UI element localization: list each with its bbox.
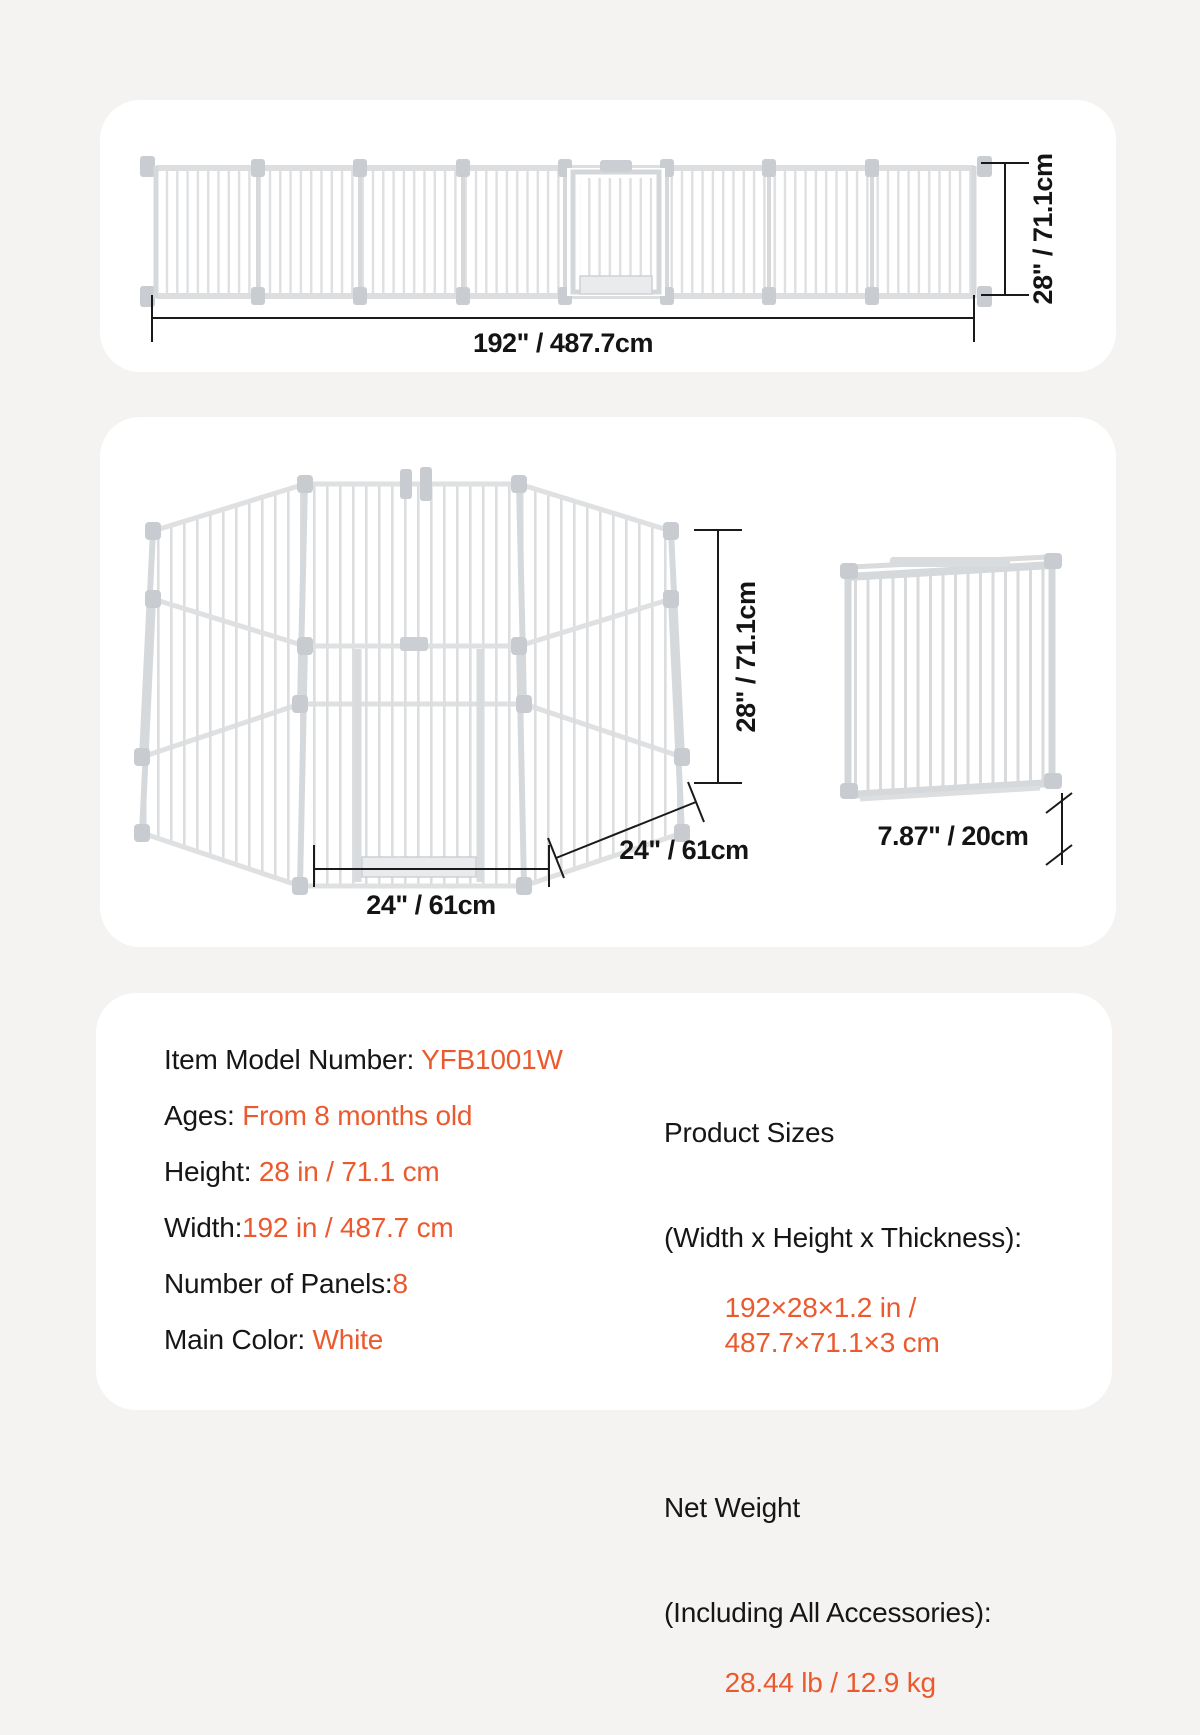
spec-number-of-panels (164, 1267, 563, 1301)
net-weight-value: 28.44 lb / 12.9 kg (724, 1667, 936, 1698)
full-gate-illustration (140, 156, 992, 307)
overall-width-label: 192" / 487.7cm (473, 328, 653, 358)
product-sizes-subtitle: (Width x Height x Thickness): (664, 1222, 1022, 1253)
playpen-height-label: 28" / 71.1cm (731, 581, 761, 733)
spec-label: Width: (164, 1212, 243, 1243)
overall-height-dimension (981, 163, 1029, 295)
spec-value: 8 (392, 1268, 408, 1299)
card-full-gate-dimensions (100, 100, 1116, 372)
spec-item-model-number (164, 1043, 563, 1077)
spec-value: 192 in / 487.7 cm (242, 1212, 454, 1243)
spec-value: 28 in / 71.1 cm (258, 1156, 440, 1187)
folded-gate-illustration (840, 553, 1062, 799)
card-specifications (96, 993, 1112, 1698)
specs-left-column (164, 1043, 563, 1379)
spec-main-color (164, 1323, 563, 1357)
spec-net-weight (664, 1420, 1022, 1735)
overall-height-label: 28" / 71.1cm (1028, 153, 1058, 305)
product-sizes-value-line1: 192×28×1.2 in / (724, 1292, 917, 1323)
spec-product-sizes (664, 1045, 1022, 1395)
spec-height (164, 1155, 563, 1189)
playpen-side-width-label: 24" / 61cm (619, 835, 749, 865)
spec-label: Height: (164, 1156, 259, 1187)
product-sizes-title: Product Sizes (664, 1117, 835, 1148)
spec-label: Ages: (164, 1100, 243, 1131)
card-playpen-dimensions (100, 417, 1116, 947)
folded-thickness-label: 7.87" / 20cm (877, 821, 1029, 851)
spec-label: Number of Panels: (164, 1268, 393, 1299)
playpen-front-width-label: 24" / 61cm (366, 890, 496, 920)
spec-value: YFB1001W (421, 1044, 563, 1075)
product-sizes-value-line2: 487.7×71.1×3 cm (724, 1327, 940, 1358)
folded-thickness-dimension (1046, 793, 1072, 865)
gate-door-panel (567, 160, 665, 296)
specs-right-column (664, 1045, 1022, 1735)
spec-label: Item Model Number: (164, 1044, 422, 1075)
spec-value: White (312, 1324, 384, 1355)
spec-label: Main Color: (164, 1324, 313, 1355)
playpen-diagram (100, 417, 1116, 947)
playpen-illustration (134, 467, 690, 895)
net-weight-title: Net Weight (664, 1492, 800, 1523)
spec-width (164, 1211, 563, 1245)
spec-ages (164, 1099, 563, 1133)
net-weight-subtitle: (Including All Accessories): (664, 1597, 992, 1628)
spec-value: From 8 months old (242, 1100, 473, 1131)
full-gate-diagram (100, 100, 1116, 372)
